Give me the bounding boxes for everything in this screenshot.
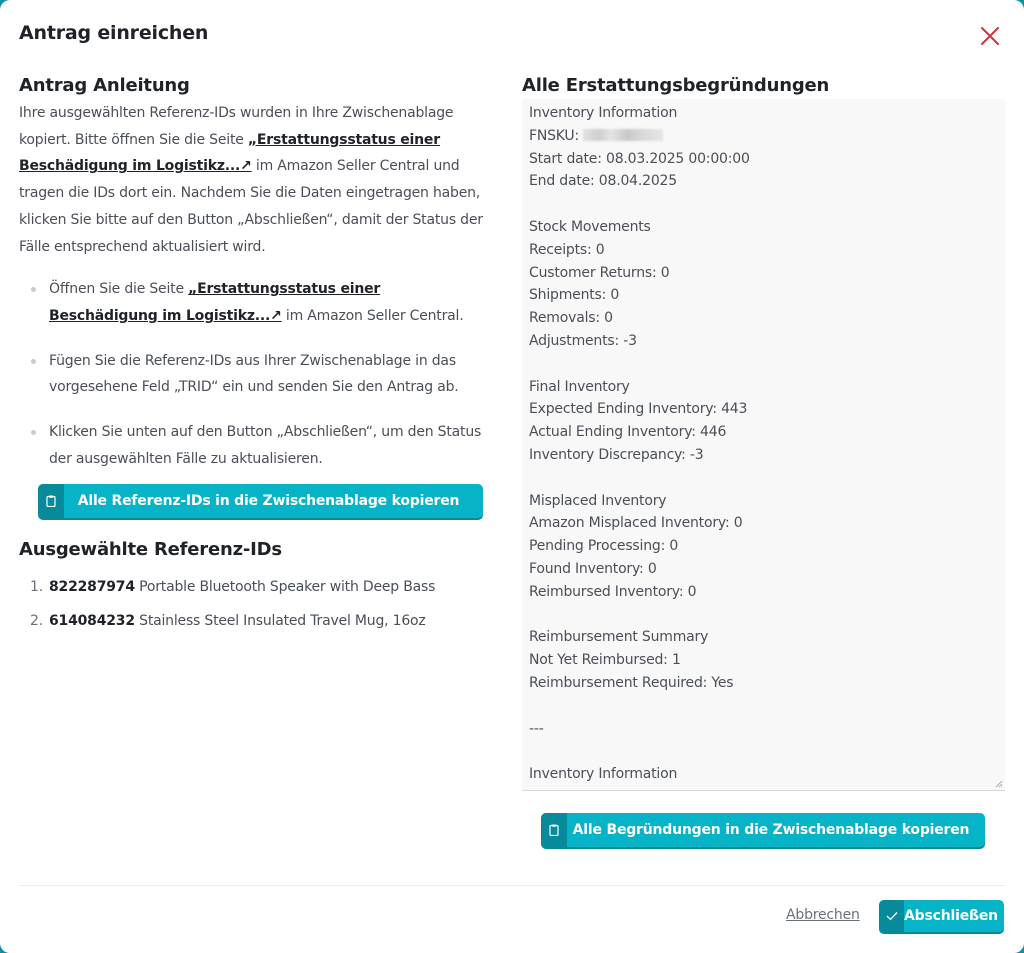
list-item (19, 570, 487, 604)
step-text: Fügen Sie die Referenz-IDs aus Ihrer Zwischenablage in das vorgesehene Feld „TRID“ ein und senden Sie den Antrag ab. (49, 352, 459, 396)
refund-status-link[interactable]: „Erstattungsstatus einer Beschädigung im Logistikz...↗ (19, 131, 440, 175)
reasons-textarea[interactable] (522, 99, 1005, 791)
selected-ids-list (19, 570, 487, 638)
check-icon (879, 900, 904, 932)
instructions-heading: Antrag Anleitung (19, 75, 190, 96)
copy-reasons-button[interactable] (541, 813, 985, 847)
footer-divider (19, 885, 1005, 886)
clipboard-icon (541, 813, 567, 847)
reason-line: Reimbursed Inventory: 0 (529, 583, 697, 600)
reason-line: Reimbursement Required: Yes (529, 674, 734, 691)
step-item (49, 419, 487, 472)
instructions-intro (19, 100, 487, 260)
resize-handle-icon[interactable] (995, 780, 1003, 788)
cancel-button[interactable]: Abbrechen (786, 907, 860, 923)
instructions-column (19, 74, 487, 638)
reference-id: 822287974 (49, 579, 135, 596)
confirm-button[interactable] (879, 900, 1004, 932)
reason-line: Stock Movements (529, 218, 651, 235)
reason-line: Expected Ending Inventory: 443 (529, 401, 748, 418)
reason-line: Actual Ending Inventory: 446 (529, 424, 727, 441)
reason-line: Amazon Misplaced Inventory: 0 (529, 515, 743, 532)
reason-line: Receipts: 0 (529, 241, 605, 258)
reason-line: Removals: 0 (529, 310, 613, 327)
item-index: 1. (30, 579, 43, 596)
reason-line (529, 193, 998, 216)
reference-id: 614084232 (49, 613, 135, 630)
refund-status-link[interactable]: „Erstattungsstatus einer Beschädigung im Logistikz...↗ (49, 281, 381, 324)
fnsku-label: FNSKU: (529, 127, 584, 144)
reason-line (529, 125, 998, 148)
intro-text: Ihre ausgewählten Referenz-IDs wurden in Ihre Zwischenablage kopiert. Bitte öffnen Sie die Seite (19, 105, 454, 148)
reason-line: Found Inventory: 0 (529, 560, 657, 577)
intro-text: im Amazon Seller Central und tragen die IDs dort ein. Nachdem Sie die Daten eingetragen haben, klicken Sie bitte auf den Button „Abschließen“, damit der Status der Fälle entsprechend aktualisiert wird. (19, 158, 483, 255)
reason-line: Misplaced Inventory (529, 492, 667, 509)
reason-line: Pending Processing: 0 (529, 538, 679, 555)
reason-line (529, 695, 998, 718)
reason-line (529, 604, 998, 627)
instruction-steps (19, 276, 487, 472)
reason-line: --- (529, 720, 544, 737)
reason-line (529, 740, 998, 763)
reason-line: Inventory Information (529, 766, 678, 783)
redacted-fnsku (583, 129, 663, 141)
item-index: 2. (30, 613, 43, 630)
step-item (49, 276, 487, 329)
product-name: Stainless Steel Insulated Travel Mug, 16oz (139, 613, 426, 630)
copy-ids-button[interactable] (38, 484, 483, 518)
step-item (49, 348, 487, 401)
confirm-label: Abschließen (904, 908, 998, 924)
reason-line (529, 353, 998, 376)
close-button[interactable] (976, 22, 1004, 50)
list-item (19, 604, 487, 638)
reason-line: Not Yet Reimbursed: 1 (529, 652, 681, 669)
reason-line: Shipments: 0 (529, 287, 620, 304)
reason-line: Inventory Discrepancy: -3 (529, 446, 704, 463)
copy-reasons-label: Alle Begründungen in die Zwischenablage kopieren (572, 822, 970, 838)
reason-line: Adjustments: -3 (529, 332, 637, 349)
modal-title: Antrag einreichen (19, 22, 209, 44)
reasons-heading: Alle Erstattungsbegründungen (522, 75, 830, 96)
reason-line: Start date: 08.03.2025 00:00:00 (529, 150, 750, 167)
step-text: Öffnen Sie die Seite (49, 281, 189, 298)
reason-line (529, 467, 998, 490)
step-text: Klicken Sie unten auf den Button „Abschließen“, um den Status der ausgewählten Fälle zu aktualisieren. (49, 424, 482, 467)
copy-ids-label: Alle Referenz-IDs in die Zwischenablage kopieren (77, 493, 460, 510)
reason-line: Reimbursement Summary (529, 629, 709, 646)
reason-line: End date: 08.04.2025 (529, 173, 677, 190)
clipboard-icon (38, 484, 64, 518)
product-name: Portable Bluetooth Speaker with Deep Bass (139, 579, 436, 596)
reason-line: Final Inventory (529, 378, 630, 395)
close-icon (976, 22, 1004, 50)
reasons-column (522, 74, 1005, 847)
reason-line: Inventory Information (529, 105, 678, 121)
step-text: im Amazon Seller Central. (281, 307, 464, 324)
reason-line: Customer Returns: 0 (529, 264, 670, 281)
selected-ids-heading: Ausgewählte Referenz-IDs (19, 539, 282, 561)
